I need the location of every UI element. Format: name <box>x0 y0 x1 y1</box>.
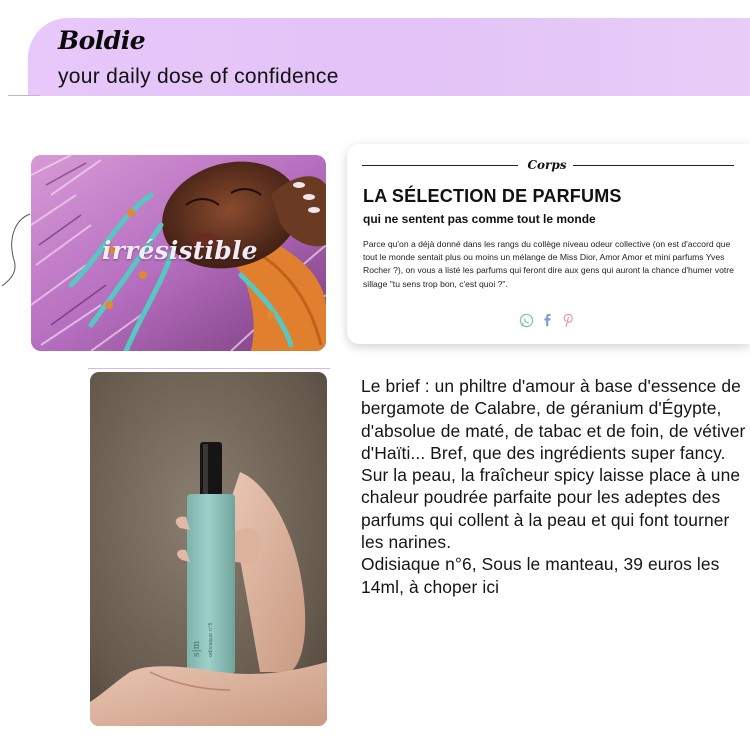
article-title[interactable]: LA SÉLECTION DE PARFUMS <box>363 186 622 206</box>
product-price-line[interactable]: Odisiaque n°6, Sous le manteau, 39 euros les 14ml, à choper ici <box>361 554 720 597</box>
category-rule-left <box>362 165 518 166</box>
product-photo[interactable] <box>90 372 327 726</box>
whatsapp-icon <box>519 313 534 328</box>
tagline: your daily dose of confidence <box>58 65 339 88</box>
section-divider <box>88 368 330 369</box>
product-brief: Le brief : un philtre d'amour à base d'essence de bergamote de Calabre, de géranium d'Égypte, d'absolue de maté, de tabac et de foin, de vétiver d'Haïti... Bref, que des ingrédients super fancy. Sur la peau, la fraîcheur spicy laisse place à une chaleur poudrée parfaite pour les adeptes des parfums qui collent à la peau et qui font tourner les narines. <box>361 376 746 553</box>
perfume-bottle-image <box>90 372 327 726</box>
whatsapp-share-button[interactable] <box>518 312 534 328</box>
brand-logo[interactable]: Boldie <box>58 26 146 55</box>
svg-text:s|m: s|m <box>192 640 202 657</box>
category-label[interactable]: Corps <box>527 158 567 172</box>
pinterest-share-button[interactable] <box>560 312 576 328</box>
category-rule-right <box>573 165 734 166</box>
article-excerpt: Parce qu'on a déjà donné dans les rangs du collège niveau odeur collective (on est d'accord que tout le monde sentait plus ou moins un mélange de Miss Dior, Amor Amor et mini parfums Yves Rocher ?), on vous a listé les parfums qui feront dire aux gens qui auront la chance d'humer votre sillage "tu sens trop bon, c'est quoi ?". <box>363 239 734 289</box>
pinterest-icon <box>562 313 574 328</box>
hero-overlay-text: irrésistible <box>102 236 258 265</box>
product-description <box>361 375 746 598</box>
article-subtitle: qui ne sentent pas comme tout le monde <box>363 212 596 226</box>
decorative-curve-icon <box>0 210 34 290</box>
facebook-icon <box>541 313 553 327</box>
svg-text:odisiaque n°6: odisiaque n°6 <box>208 622 214 657</box>
divider <box>8 95 40 96</box>
facebook-share-button[interactable] <box>539 312 555 328</box>
